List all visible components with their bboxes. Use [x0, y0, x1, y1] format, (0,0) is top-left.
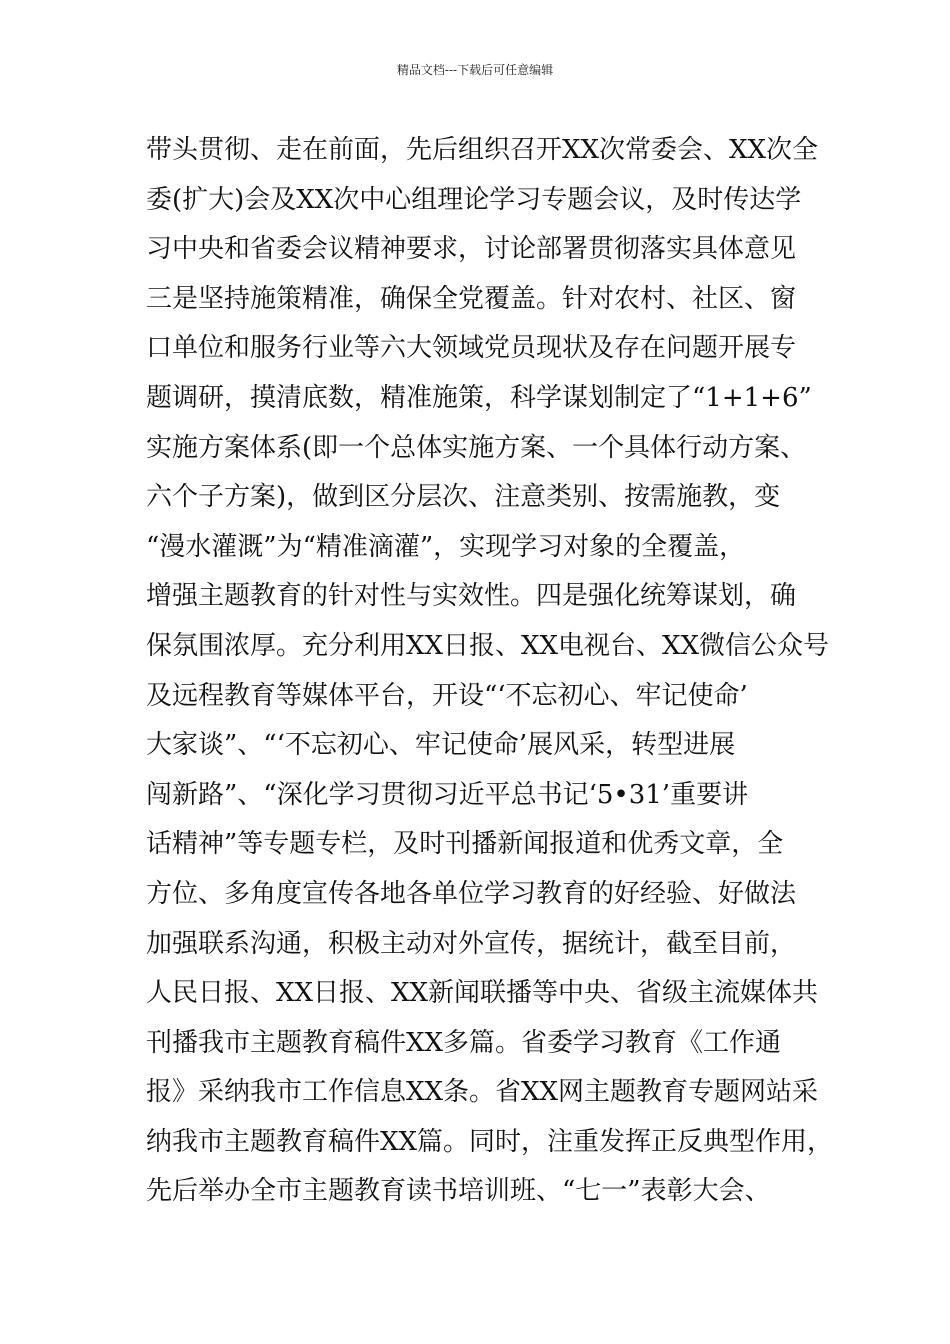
body-line: 闯新路”、“深化学习贯彻习近平总书记‘5•31’重要讲	[146, 779, 749, 810]
body-line: 加强联系沟通，积极主动对外宣传，据统计，截至目前，	[146, 928, 797, 959]
body-line: 委(扩大)会及XX次中心组理论学习专题会议，及时传达学	[146, 184, 802, 215]
body-line: 带头贯彻、走在前面，先后组织召开XX次常委会、XX次全	[146, 135, 819, 165]
body-line: 保氛围浓厚。充分利用XX日报、XX电视台、XX微信公众号	[146, 630, 830, 661]
body-line: “漫水灌溉”为“精准滴灌”，实现学习对象的全覆盖，	[146, 531, 746, 562]
body-line: 话精神”等专题专栏，及时刊播新闻报道和优秀文章，全	[146, 829, 784, 860]
page-header: 精品文档---下载后可任意编辑	[396, 63, 554, 77]
body-line: 方位、多角度宣传各地各单位学习教育的好经验、好做法	[146, 878, 797, 909]
body-line: 纳我市主题教育稿件XX篇。同时，注重发挥正反典型作用，	[146, 1126, 834, 1157]
body-line: 报》采纳我市工作信息XX条。省XX网主题教育专题网站采	[146, 1077, 819, 1108]
body-line: 先后举办全市主题教育读书培训班、“七一”表彰大会、	[146, 1176, 771, 1207]
body-line: 增强主题教育的针对性与实效性。四是强化统筹谋划，确	[146, 581, 797, 612]
body-line: 三是坚持施策精准，确保全党覆盖。针对农村、社区、窗	[146, 283, 797, 314]
body-line: 口单位和服务行业等六大领域党员现状及存在问题开展专	[146, 333, 797, 364]
body-line: 人民日报、XX日报、XX新闻联播等中央、省级主流媒体共	[146, 978, 819, 1009]
body-line: 习中央和省委会议精神要求，讨论部署贯彻落实具体意见	[146, 234, 797, 265]
body-line: 六个子方案)，做到区分层次、注意类别、按需施教，变	[146, 482, 781, 513]
body-line: 题调研，摸清底数，精准施策，科学谋划制定了“1+1+6”	[146, 382, 812, 413]
body-line: 大家谈”、“‘不忘初心、牢记使命’展风采，转型进展	[146, 730, 736, 761]
body-line: 实施方案体系(即一个总体实施方案、一个具体行动方案、	[146, 432, 807, 463]
body-line: 刊播我市主题教育稿件XX多篇。省委学习教育《工作通	[146, 1027, 782, 1058]
body-line: 及远程教育等媒体平台，开设“‘不忘初心、牢记使命’	[146, 680, 748, 711]
document-body	[146, 126, 836, 1217]
